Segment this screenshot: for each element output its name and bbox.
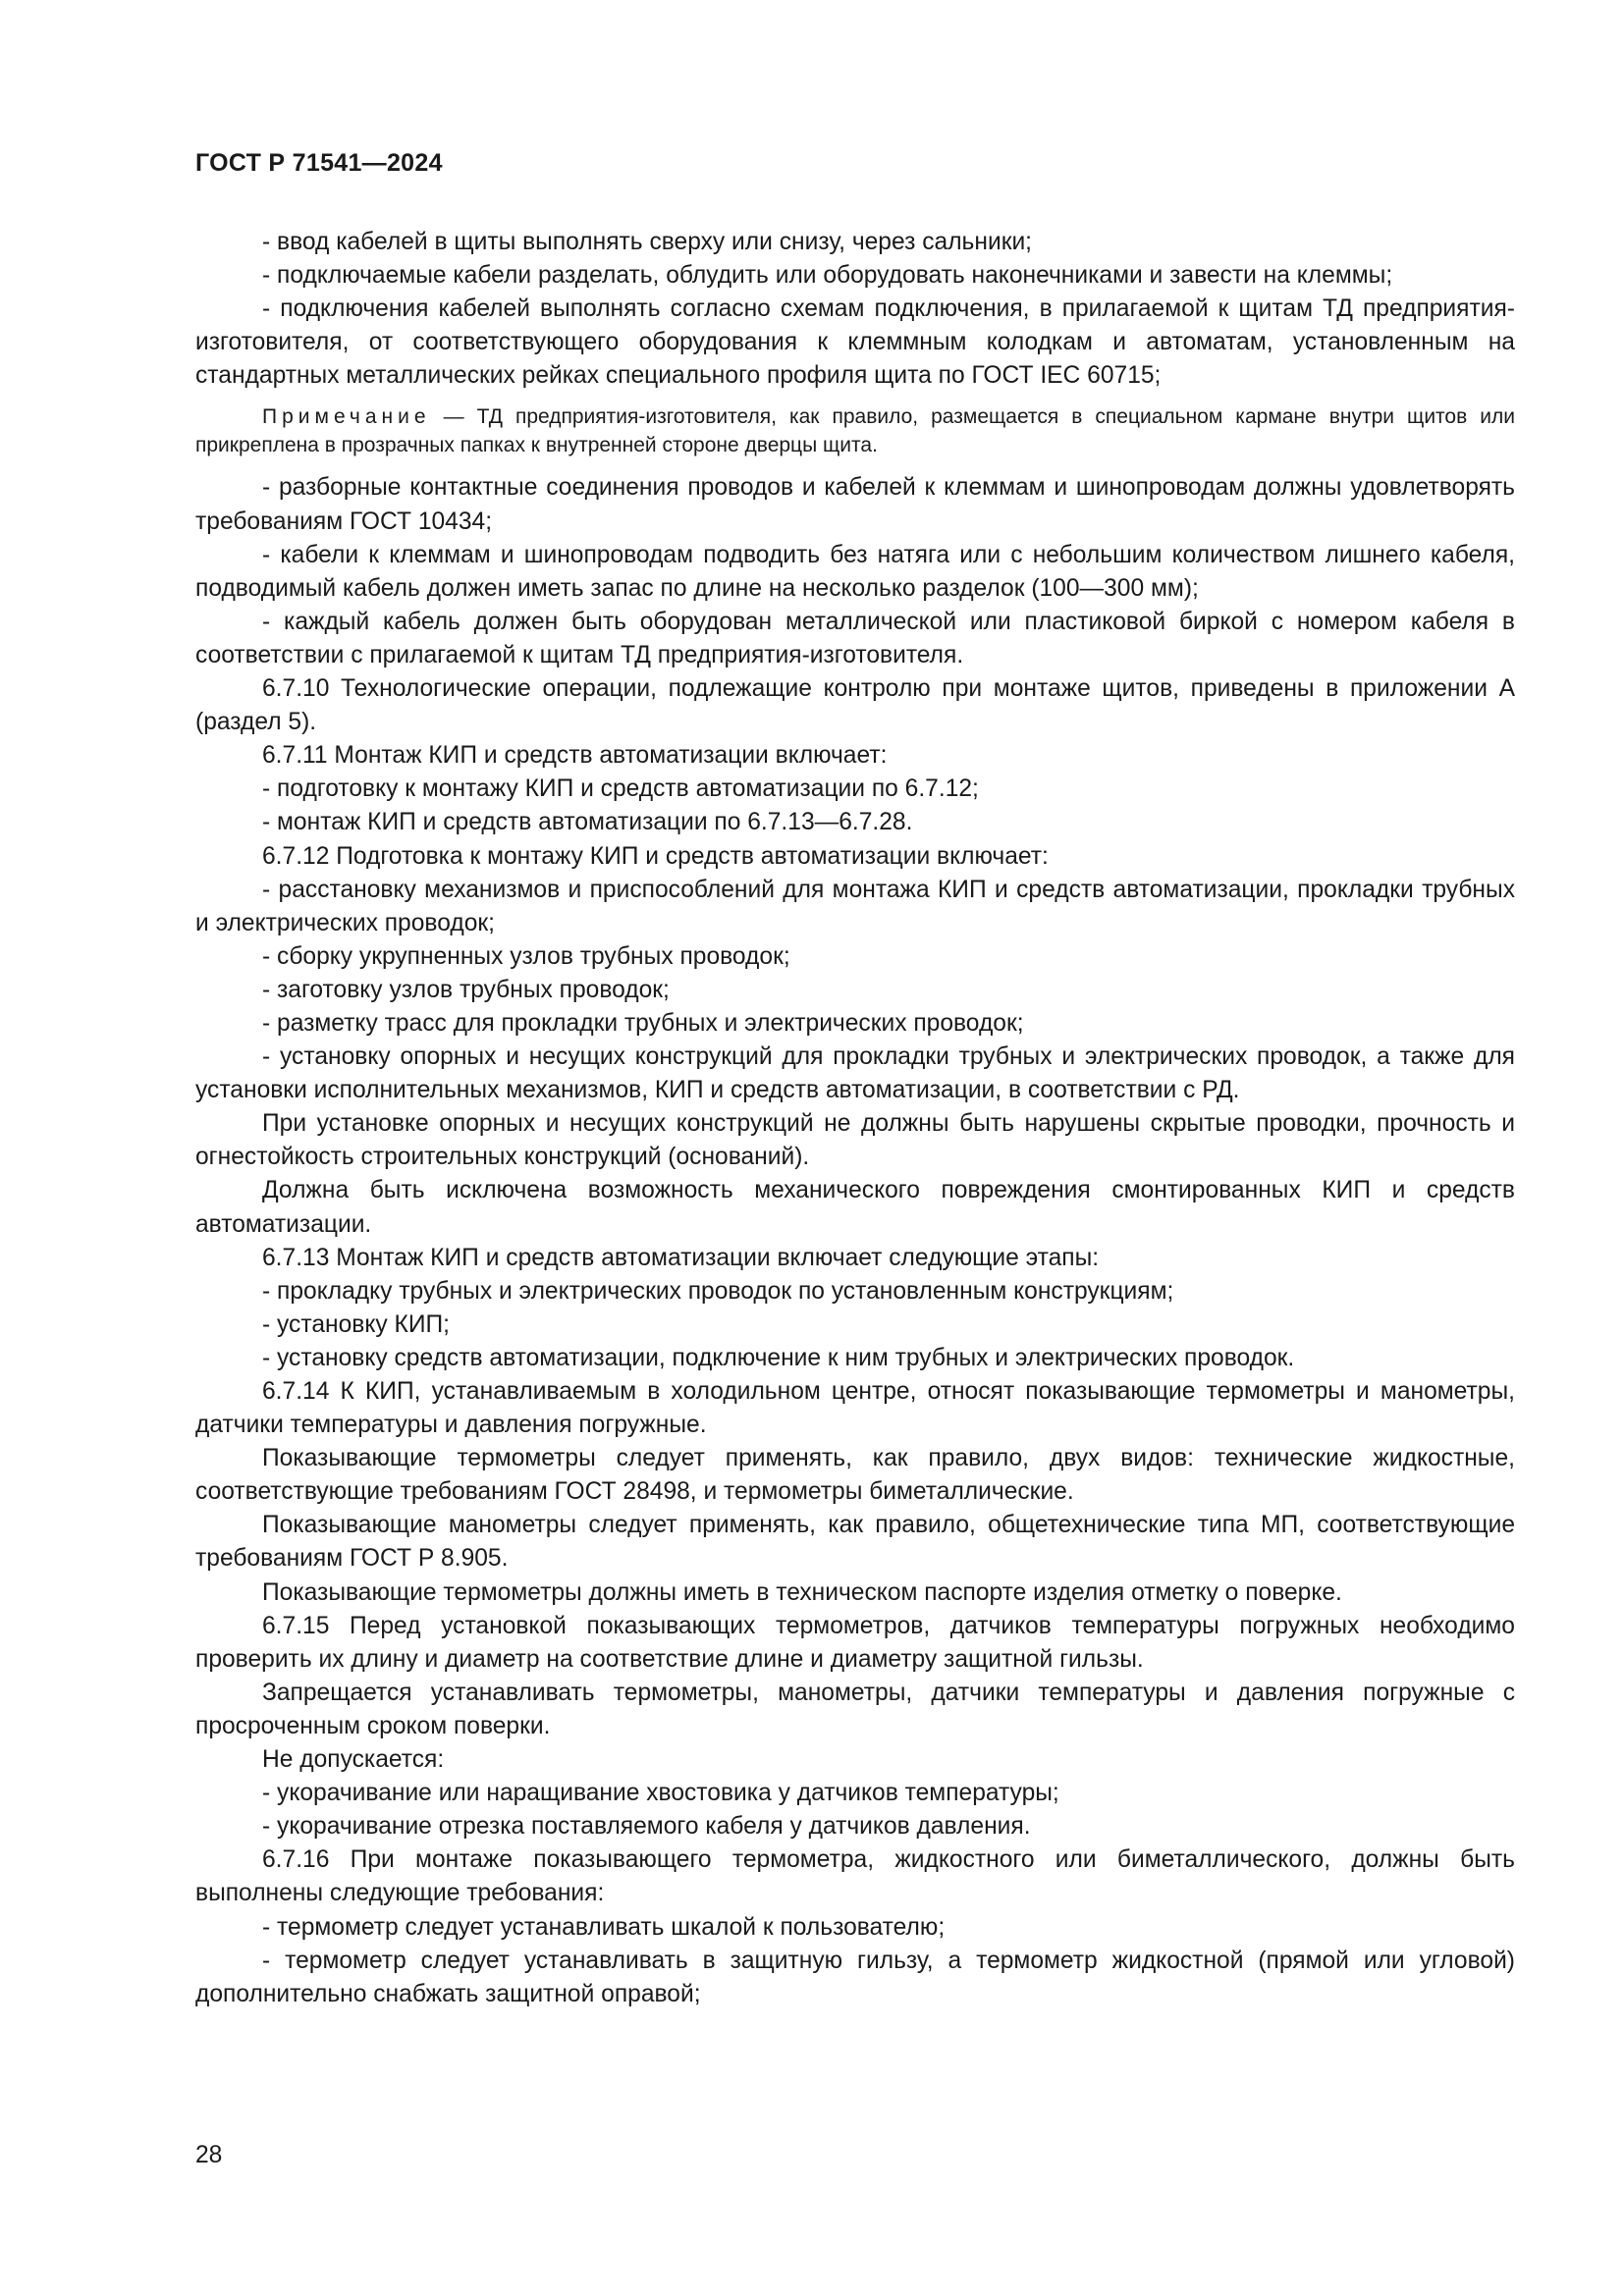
paragraph: - кабели к клеммам и шинопроводам подводить без натяга или с небольшим количеством лишнего кабеля, подводимый кабель должен иметь запас по длине на несколько разделок (100—300 мм); bbox=[195, 541, 1515, 602]
note bbox=[195, 402, 1515, 459]
paragraph: - установку КИП; bbox=[262, 1310, 451, 1338]
paragraph: Показывающие термометры должны иметь в техническом паспорте изделия отметку о поверке. bbox=[262, 1578, 1342, 1606]
paragraph: Должна быть исключена возможность механического повреждения смонтированных КИП и средств автоматизации. bbox=[195, 1177, 1515, 1238]
paragraph: - подключаемые кабели разделать, облудить или оборудовать наконечниками и завести на клеммы; bbox=[262, 262, 1393, 290]
paragraph: - каждый кабель должен быть оборудован металлической или пластиковой биркой с номером кабеля в соответствии с прилагаемой к щитам ТД предприятия-изготовителя. bbox=[195, 608, 1515, 668]
paragraph: - установку средств автоматизации, подключение к ним трубных и электрических проводок. bbox=[262, 1344, 1295, 1371]
paragraph: - установку опорных и несущих конструкций для прокладки трубных и электрических проводок, а также для установки исполнительных механизмов, КИП и средств автоматизации, в соответствии с РД. bbox=[195, 1043, 1515, 1104]
note-label: Примечание bbox=[262, 405, 431, 429]
paragraph: Запрещается устанавливать термометры, манометры, датчики температуры и давления погружные с просроченным сроком поверки. bbox=[195, 1679, 1515, 1739]
page-number: 28 bbox=[195, 2142, 223, 2168]
document-header: ГОСТ Р 71541—2024 bbox=[195, 149, 443, 177]
paragraph: - разметку трасс для прокладки трубных и электрических проводок; bbox=[262, 1009, 1024, 1037]
paragraph: Показывающие манометры следует применять, как правило, общетехнические типа МП, соответствующие требованиям ГОСТ Р 8.905. bbox=[195, 1512, 1515, 1573]
paragraph: - разборные контактные соединения проводов и кабелей к клеммам и шинопроводам должны удовлетворять требованиям ГОСТ 10434; bbox=[195, 474, 1515, 535]
paragraph: - подготовку к монтажу КИП и средств автоматизации по 6.7.12; bbox=[262, 775, 979, 803]
paragraph: При установке опорных и несущих конструкций не должны быть нарушены скрытые проводки, прочность и огнестойкость строительных конструкций (оснований). bbox=[195, 1110, 1515, 1171]
paragraph: - термометр следует устанавливать в защитную гильзу, а термометр жидкостной (прямой или угловой) дополнительно снабжать защитной оправой; bbox=[195, 1947, 1515, 2007]
paragraph: 6.7.12 Подготовка к монтажу КИП и средств автоматизации включает: bbox=[262, 842, 1049, 870]
paragraph: 6.7.14 К КИП, устанавливаемым в холодильном центре, относят показывающие термометры и манометры, датчики температуры и давления погружные. bbox=[195, 1378, 1515, 1439]
document-body bbox=[195, 226, 1515, 2011]
paragraph: - прокладку трубных и электрических проводок по установленным конструкциям; bbox=[262, 1277, 1174, 1305]
paragraph: - расстановку механизмов и приспособлений для монтажа КИП и средств автоматизации, прокладки трубных и электрических проводок; bbox=[195, 876, 1515, 936]
paragraph: - монтаж КИП и средств автоматизации по 6.7.13—6.7.28. bbox=[262, 809, 913, 836]
paragraph: - укорачивание или наращивание хвостовика у датчиков температуры; bbox=[262, 1780, 1059, 1807]
paragraph: 6.7.10 Технологические операции, подлежащие контролю при монтаже щитов, приведены в приложении А (раздел 5). bbox=[195, 675, 1515, 736]
paragraph: 6.7.13 Монтаж КИП и средств автоматизации включает следующие этапы: bbox=[262, 1244, 1100, 1271]
paragraph: - заготовку узлов трубных проводок; bbox=[262, 976, 670, 1003]
paragraph: 6.7.16 При монтаже показывающего термометра, жидкостного или биметаллического, должны быть выполнены следующие требования: bbox=[195, 1846, 1515, 1907]
paragraph: 6.7.11 Монтаж КИП и средств автоматизации включает: bbox=[262, 742, 888, 770]
paragraph: - термометр следует устанавливать шкалой к пользователю; bbox=[262, 1913, 946, 1941]
paragraph: - подключения кабелей выполнять согласно схемам подключения, в прилагаемой к щитам ТД предприятия-изготовителя, от соответствующего оборудования к клеммным колодкам и автоматам, установленным на стандартных металлических рейках специального профиля щита по ГОСТ IEC 60715; bbox=[195, 295, 1515, 390]
paragraph: - сборку укрупненных узлов трубных проводок; bbox=[262, 942, 790, 970]
paragraph: - ввод кабелей в щиты выполнять сверху или снизу, через сальники; bbox=[262, 229, 1033, 255]
note-text: — ТД предприятия-изготовителя, как правило, размещается в специальном кармане внутри щитов или прикреплена в прозрачных папках к внутренней стороне дверцы щита. bbox=[195, 405, 1515, 457]
paragraph: - укорачивание отрезка поставляемого кабеля у датчиков давления. bbox=[262, 1813, 1031, 1841]
paragraph: 6.7.15 Перед установкой показывающих термометров, датчиков температуры погружных необходимо проверить их длину и диаметр на соответствие длине и диаметру защитной гильзы. bbox=[195, 1612, 1515, 1673]
paragraph: Не допускается: bbox=[262, 1746, 445, 1774]
paragraph: Показывающие термометры следует применять, как правило, двух видов: технические жидкостные, соответствующие требованиям ГОСТ 28498, и термометры биметаллические. bbox=[195, 1445, 1515, 1506]
